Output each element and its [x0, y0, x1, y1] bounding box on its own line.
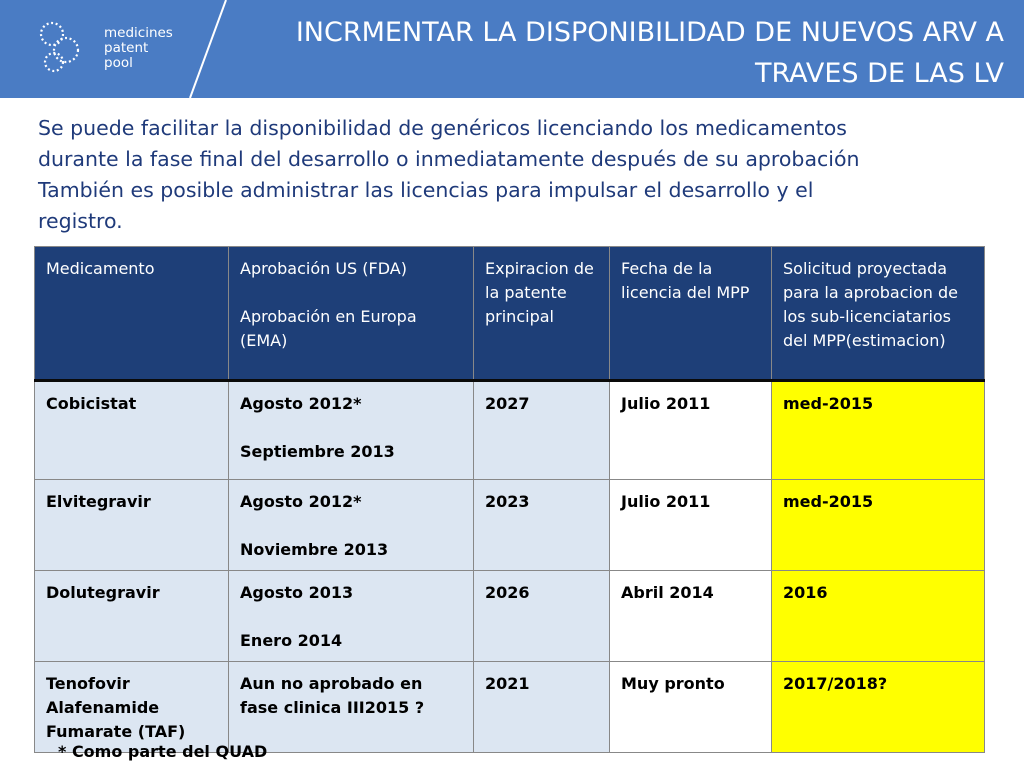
slide-title — [244, 12, 1004, 94]
intro-line-1: Se puede facilitar la disponibilidad de genéricos licenciando los medicamentos — [38, 116, 847, 140]
logo-dots-icon — [36, 14, 100, 78]
intro-line-3: También es posible administrar las licencias para impulsar el desarrollo y el — [38, 178, 814, 202]
cell-fecha-licencia: Julio 2011 — [610, 381, 772, 480]
cell-medicamento: Tenofovir Alafenamide Fumarate (TAF) — [35, 662, 229, 753]
cell-solicitud: med-2015 — [772, 381, 985, 480]
cell-aprobacion — [229, 571, 474, 662]
table-row — [35, 662, 985, 753]
cell-aprobacion-us: Agosto 2013 — [240, 583, 354, 602]
cell-aprobacion — [229, 480, 474, 571]
logo-line-patent: patent — [104, 40, 149, 56]
cell-medicamento: Cobicistat — [35, 381, 229, 480]
header-expiracion: Expiracion de la patente principal — [474, 247, 610, 381]
cell-fecha-licencia: Muy pronto — [610, 662, 772, 753]
cell-expiracion: 2021 — [474, 662, 610, 753]
intro-line-4: registro. — [38, 209, 123, 233]
cell-medicamento: Dolutegravir — [35, 571, 229, 662]
logo-wordmark — [104, 26, 173, 71]
cell-aprobacion-us: Agosto 2012* — [240, 394, 362, 413]
arv-table — [34, 246, 985, 753]
cell-solicitud: med-2015 — [772, 480, 985, 571]
logo-line-medicines: medicines — [104, 25, 173, 41]
header-fecha-licencia: Fecha de la licencia del MPP — [610, 247, 772, 381]
cell-fecha-licencia: Abril 2014 — [610, 571, 772, 662]
cell-expiracion: 2023 — [474, 480, 610, 571]
table-header-row — [35, 247, 985, 381]
header-aprobacion-us: Aprobación US (FDA) — [240, 259, 407, 278]
intro-paragraph — [38, 113, 988, 237]
cell-aprobacion-eu: Enero 2014 — [240, 631, 343, 650]
slide-header — [0, 0, 1024, 98]
table-row — [35, 480, 985, 571]
cell-fecha-licencia: Julio 2011 — [610, 480, 772, 571]
cell-solicitud: 2017/2018? — [772, 662, 985, 753]
slide-title-line-2: TRAVES DE LAS LV — [755, 58, 1004, 89]
medicines-patent-pool-logo — [36, 14, 216, 84]
cell-aprobacion — [229, 381, 474, 480]
logo-line-pool: pool — [104, 55, 133, 71]
cell-aprobacion-eu: Noviembre 2013 — [240, 540, 389, 559]
cell-expiracion: 2026 — [474, 571, 610, 662]
cell-aprobacion-us: Agosto 2012* — [240, 492, 362, 511]
slide-title-line-1: INCRMENTAR LA DISPONIBILIDAD DE NUEVOS ARV A — [295, 17, 1004, 48]
cell-aprobacion-eu: Septiembre 2013 — [240, 442, 395, 461]
header-solicitud: Solicitud proyectada para la aprobacion de los sub-licenciatarios del MPP(estimacion) — [772, 247, 985, 381]
intro-line-2: durante la fase final del desarrollo o inmediatamente después de su aprobación — [38, 147, 860, 171]
cell-expiracion: 2027 — [474, 381, 610, 480]
footnote: * Como parte del QUAD — [58, 742, 268, 761]
cell-solicitud: 2016 — [772, 571, 985, 662]
header-medicamento: Medicamento — [35, 247, 229, 381]
header-aprobacion-eu: Aprobación en Europa (EMA) — [240, 307, 417, 350]
table-row — [35, 381, 985, 480]
table-row — [35, 571, 985, 662]
header-aprobacion — [229, 247, 474, 381]
cell-medicamento: Elvitegravir — [35, 480, 229, 571]
cell-aprobacion: Aun no aprobado en fase clinica III2015 ? — [229, 662, 474, 753]
